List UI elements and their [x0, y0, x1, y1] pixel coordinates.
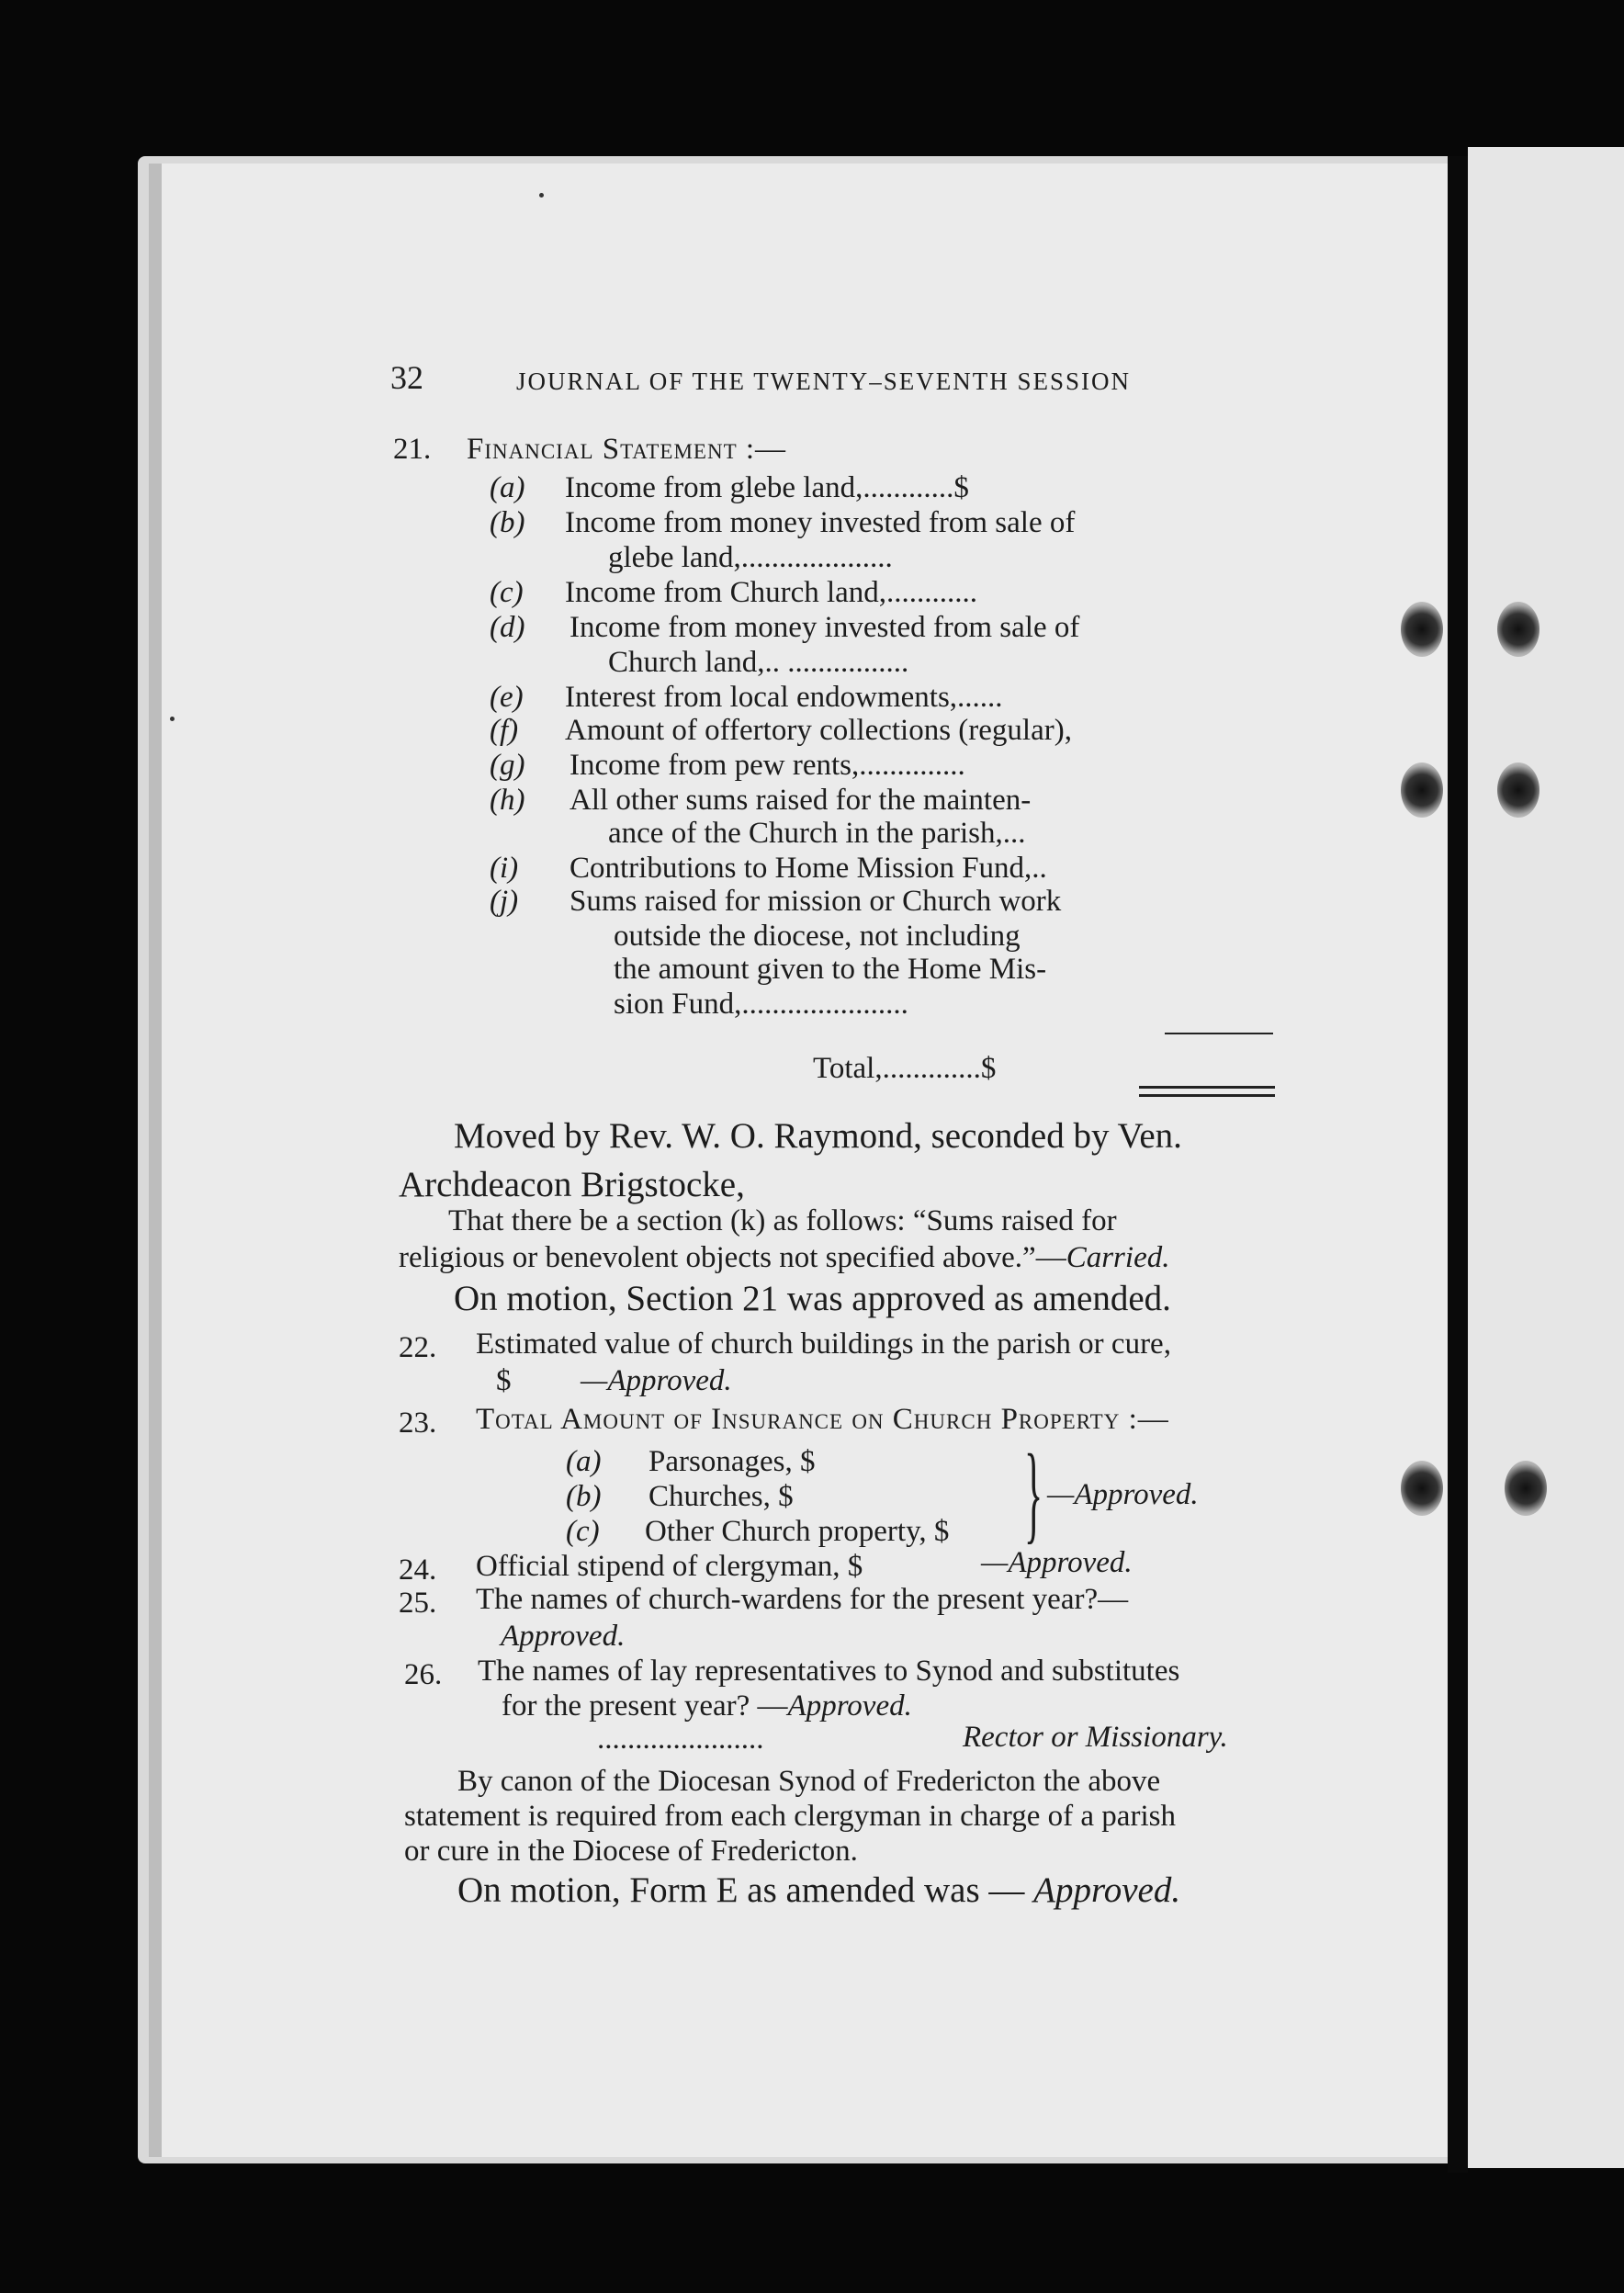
item-d-text-cont: Church land,.. ................	[608, 646, 909, 679]
motion-line-2: Archdeacon Brigstocke,	[399, 1165, 745, 1204]
section-23-approved: —Approved.	[1047, 1478, 1199, 1511]
signature-dots: ......................	[597, 1723, 764, 1756]
brace: }	[1024, 1431, 1043, 1553]
item-f-text: Amount of offertory collections (regular),	[565, 714, 1072, 747]
motion-approved-line: On motion, Section 21 was approved as amended.	[454, 1279, 1171, 1318]
section-24-approved: —Approved.	[981, 1546, 1133, 1579]
binding-hole	[1497, 762, 1539, 818]
item-b-text-cont: glebe land,....................	[608, 541, 893, 574]
canon-line-3: or cure in the Diocese of Fredericton.	[404, 1835, 858, 1868]
section-22-dollar: $	[496, 1364, 512, 1397]
motion-text-2: religious or benevolent objects not specified above.”—Carried.	[399, 1241, 1170, 1274]
item-j-text-cont-1: outside the diocese, not including	[614, 920, 1021, 953]
final-motion: On motion, Form E as amended was — Approved.	[457, 1870, 1181, 1910]
ins-b-label: (b)	[566, 1480, 602, 1513]
section-22-number: 22.	[399, 1331, 437, 1364]
item-i-text: Contributions to Home Mission Fund,..	[570, 852, 1047, 885]
running-title: JOURNAL OF THE TWENTY–SEVENTH SESSION	[516, 367, 1132, 395]
item-j-text-cont-2: the amount given to the Home Mis-	[614, 953, 1047, 986]
binding-hole	[1497, 602, 1539, 657]
section-24-text: Official stipend of clergyman, $	[476, 1550, 863, 1583]
section-22-approved: —Approved.	[581, 1364, 732, 1397]
canon-line-2: statement is required from each clergyman in charge of a parish	[404, 1800, 1176, 1833]
speck	[170, 717, 175, 721]
item-h-label: (h)	[490, 784, 525, 817]
binding-hole	[1401, 1461, 1443, 1516]
section-25-number: 25.	[399, 1587, 437, 1620]
section-26-line-2: for the present year? —Approved.	[502, 1689, 912, 1723]
section-23-title: Total Amount of Insurance on Church Property :—	[476, 1403, 1169, 1436]
canon-line-1: By canon of the Diocesan Synod of Fredericton the above	[457, 1765, 1161, 1798]
item-j-text: Sums raised for mission or Church work	[570, 885, 1062, 918]
ins-a-text: Parsonages, $	[648, 1445, 816, 1478]
ins-c-text: Other Church property, $	[645, 1515, 950, 1548]
section-21-number: 21.	[393, 433, 432, 466]
page-number: 32	[390, 359, 423, 396]
item-h-text-cont: ance of the Church in the parish,...	[608, 817, 1026, 850]
item-i-label: (i)	[490, 852, 519, 885]
subtotal-rule	[1165, 1033, 1273, 1034]
binding-hole	[1505, 1461, 1547, 1516]
item-g-text: Income from pew rents,..............	[570, 749, 965, 782]
binding-hole	[1401, 762, 1443, 818]
facing-page-edge	[1468, 147, 1624, 2168]
gutter	[1448, 156, 1468, 2173]
item-j-label: (j)	[490, 885, 519, 918]
ins-b-text: Churches, $	[648, 1480, 794, 1513]
item-c-text: Income from Church land,............	[565, 576, 978, 609]
section-25-line-1: The names of church-wardens for the present year?—	[476, 1583, 1129, 1616]
item-d-label: (d)	[490, 611, 525, 644]
item-h-text: All other sums raised for the mainten-	[570, 784, 1032, 817]
item-e-text: Interest from local endowments,......	[565, 681, 1003, 714]
item-f-label: (f)	[490, 714, 519, 747]
item-b-text: Income from money invested from sale of	[565, 506, 1076, 539]
binding-hole	[1401, 602, 1443, 657]
section-21-title: Financial Statement :—	[467, 433, 787, 466]
section-26-line-1: The names of lay representatives to Synod and substitutes	[478, 1655, 1180, 1688]
total-line: Total,.............$	[813, 1052, 997, 1085]
ins-c-label: (c)	[566, 1515, 600, 1548]
motion-text-1: That there be a section (k) as follows: “Sums raised for	[448, 1204, 1117, 1237]
speck	[539, 193, 544, 198]
motion-line-1: Moved by Rev. W. O. Raymond, seconded by Ven.	[454, 1116, 1182, 1156]
item-b-label: (b)	[490, 506, 525, 539]
item-e-label: (e)	[490, 681, 524, 714]
section-26-number: 26.	[404, 1658, 443, 1691]
item-a-text: Income from glebe land,............$	[565, 471, 969, 504]
total-double-rule-top	[1139, 1086, 1275, 1089]
total-double-rule-bottom	[1139, 1094, 1275, 1097]
item-g-label: (g)	[490, 749, 525, 782]
section-23-number: 23.	[399, 1406, 437, 1440]
item-a-label: (a)	[490, 471, 525, 504]
signature-title: Rector or Missionary.	[963, 1721, 1228, 1754]
section-24-number: 24.	[399, 1553, 437, 1587]
item-c-label: (c)	[490, 576, 524, 609]
item-j-text-cont-3: sion Fund,......................	[614, 988, 908, 1021]
section-25-approved: Approved.	[501, 1620, 626, 1653]
item-d-text: Income from money invested from sale of	[570, 611, 1080, 644]
ins-a-label: (a)	[566, 1445, 602, 1478]
section-22-line-1: Estimated value of church buildings in the parish or cure,	[476, 1327, 1171, 1361]
